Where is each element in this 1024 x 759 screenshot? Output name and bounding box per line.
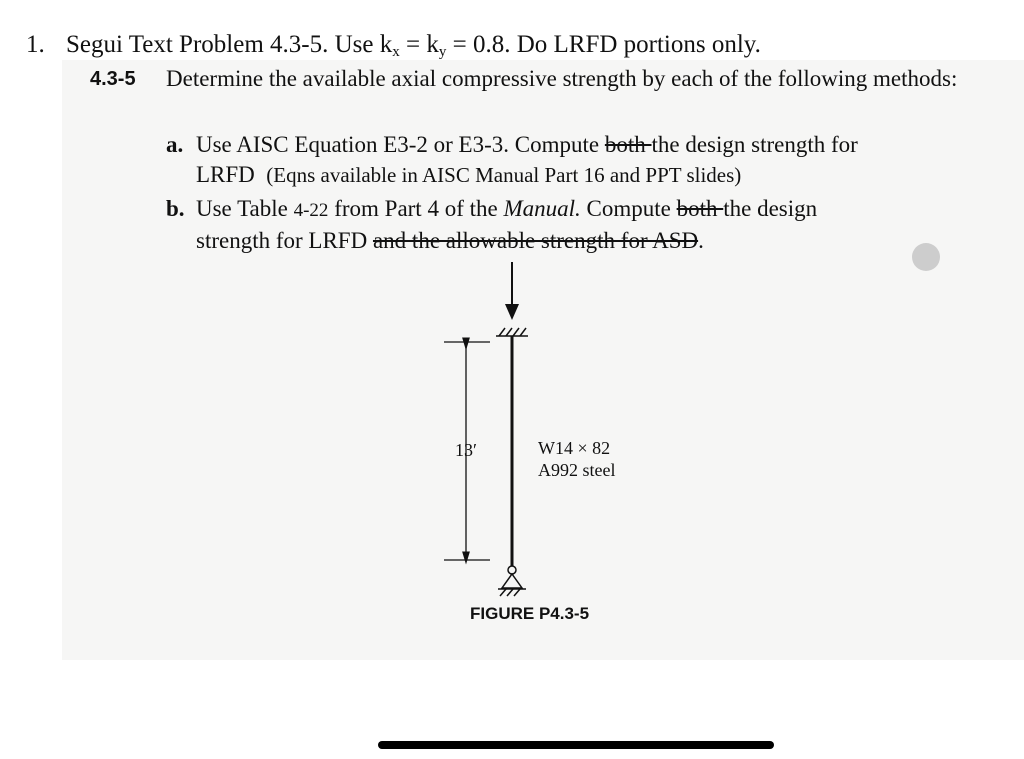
ky-subscript: y — [438, 43, 447, 60]
part-b-line2-end: . — [698, 228, 704, 253]
problem-number: 4.3-5 — [90, 68, 136, 90]
kx-subscript: x — [392, 43, 400, 60]
steel-grade-label: A992 steel — [538, 460, 616, 480]
question-number: 1. — [26, 31, 45, 58]
part-b-label: b. — [166, 196, 185, 221]
part-b-start: Use Table — [196, 196, 294, 221]
part-b-end: the design — [723, 196, 818, 221]
part-a-label: a. — [166, 132, 184, 157]
part-b-manual: Manual. — [503, 196, 581, 221]
problem-statement: Determine the available axial compressive strength by each of the following methods: — [166, 66, 958, 91]
part-a-line1-end: the design strength for — [651, 132, 858, 157]
load-arrow — [505, 262, 519, 320]
part-a-strikethrough: both — [604, 132, 652, 157]
part-a-line2: LRFD — [196, 162, 255, 187]
part-a-line1-start: Use AISC Equation E3-2 or E3-3. Compute — [196, 132, 605, 157]
member-size-label: W14 × 82 — [538, 438, 611, 458]
part-a-handwritten-note: (Eqns available in AISC Manual Part 16 and PPT slides) — [266, 163, 742, 187]
header-text-mid: = k — [399, 31, 439, 58]
figure-caption: FIGURE P4.3-5 — [470, 604, 590, 623]
part-b-line2-start: strength for LRFD — [196, 228, 373, 253]
home-indicator-bar[interactable] — [378, 741, 774, 749]
part-b-table-number: 4-22 — [293, 200, 329, 221]
header-text-end: = 0.8. Do LRFD portions only. — [446, 31, 761, 58]
bottom-pin-support — [498, 566, 526, 596]
part-b-mid: from Part 4 of the — [328, 196, 504, 221]
length-label: 13′ — [455, 440, 477, 460]
header-text-start: Segui Text Problem 4.3-5. Use k — [66, 31, 393, 58]
top-support — [496, 328, 528, 336]
part-b-strikethrough-both: both — [676, 196, 724, 221]
part-b-mid2: Compute — [580, 196, 677, 221]
part-b-strikethrough-asd: and the allowable strength for ASD — [372, 228, 699, 253]
